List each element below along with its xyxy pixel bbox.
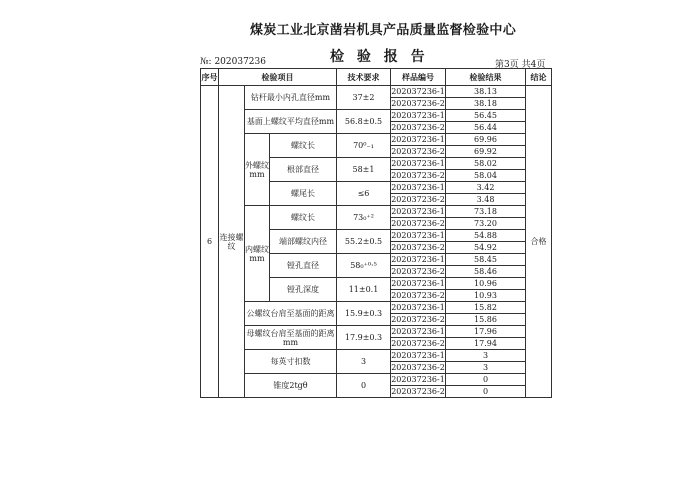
table-row [201,374,552,386]
sample-cell: 202037236-1 [391,159,445,168]
sample-cell: 202037236-1 [391,303,445,312]
req-cell: 15.9±0.3 [337,302,391,326]
result-cell: 38.13 [446,86,526,98]
req-cell: 56.8±0.5 [337,110,391,134]
col-result: 检验结果 [446,69,526,86]
result-cell: 3.42 [446,182,526,194]
group-outer: 外螺纹mm [245,134,270,206]
result-cell: 56.44 [446,122,526,134]
table-row [201,350,552,362]
sample-cell: 202037236-2 [391,171,445,180]
sample-cell: 202037236-1 [391,231,445,240]
req-cell: 55.2±0.5 [337,230,391,254]
sample-cell: 202037236-1 [391,279,445,288]
result-cell: 58.04 [446,170,526,182]
item-label: 每英寸扣数 [245,350,337,374]
sample-cell: 202037236-2 [391,363,445,372]
report-number-value: 202037236 [214,57,266,67]
result-cell: 73.20 [446,218,526,230]
result-cell: 17.96 [446,326,526,338]
result-cell: 58.02 [446,158,526,170]
result-cell: 3 [446,362,526,374]
result-cell: 15.86 [446,314,526,326]
result-cell: 56.45 [446,110,526,122]
sample-cell: 202037236-1 [391,183,445,192]
category-cell: 连接螺纹 [219,86,245,398]
col-seq: 序号 [201,69,219,86]
item-label: 螺纹长 [270,134,337,158]
sample-cell: 202037236-2 [391,267,445,276]
sample-cell: 202037236-1 [391,87,445,96]
result-cell: 69.92 [446,146,526,158]
item-label: 螺尾长 [270,182,337,206]
seq-cell: 6 [201,86,219,398]
result-cell: 0 [446,374,526,386]
report-title: 检 验 报 告 [330,49,429,65]
sample-cell: 202037236-2 [391,195,445,204]
req-cell: 11±0.1 [337,278,391,302]
req-cell: 58₀⁺⁰·⁵ [337,254,391,278]
result-cell: 54.88 [446,230,526,242]
item-label: 根部直径 [270,158,337,182]
sample-cell: 202037236-1 [391,351,445,360]
sample-cell: 202037236-2 [391,219,445,228]
result-cell: 73.18 [446,206,526,218]
item-label: 镗孔直径 [270,254,337,278]
col-item: 检验项目 [219,69,337,86]
page-indicator: 第3页 共4页 [495,60,546,70]
sample-cell: 202037236-1 [391,207,445,216]
item-label: 端部螺纹内径 [270,230,337,254]
report-number-label: №: [200,57,212,67]
sample-cell: 202037236-2 [391,123,445,132]
result-cell: 58.45 [446,254,526,266]
req-cell: 3 [337,350,391,374]
result-cell: 3.48 [446,194,526,206]
sample-cell: 202037236-1 [391,111,445,120]
sample-cell: 202037236-1 [391,375,445,384]
col-req: 技术要求 [337,69,391,86]
item-label: 基面上螺纹平均直径mm [245,110,337,134]
table-row [201,134,552,146]
sample-cell: 202037236-2 [391,339,445,348]
conclusion-cell: 合格 [526,86,552,398]
req-cell: 70⁰₋₁ [337,134,391,158]
sample-cell: 202037236-2 [391,291,445,300]
sample-cell: 202037236-2 [391,147,445,156]
table-header-row [201,69,552,86]
item-label: 锥度2tgθ [245,374,337,398]
sample-cell: 202037236-1 [391,255,445,264]
result-cell: 10.96 [446,278,526,290]
col-conclusion: 结论 [526,69,552,86]
item-label: 钻杆最小内孔直径mm [245,86,337,110]
sample-cell: 202037236-1 [391,135,445,144]
sample-cell: 202037236-1 [391,327,445,336]
sample-cell: 202037236-2 [391,99,445,108]
group-inner: 内螺纹mm [245,206,270,302]
result-cell: 15.82 [446,302,526,314]
req-cell: 73₀⁺² [337,206,391,230]
req-cell: 17.9±0.3 [337,326,391,350]
result-cell: 17.94 [446,338,526,350]
col-sample: 样品编号 [391,69,446,86]
org-name: 煤炭工业北京凿岩机具产品质量监督检验中心 [250,23,517,38]
result-cell: 10.93 [446,290,526,302]
sample-cell: 202037236-2 [391,387,445,396]
result-cell: 69.96 [446,134,526,146]
result-cell: 0 [446,386,526,398]
req-cell: 58±1 [337,158,391,182]
table-row [201,206,552,218]
item-label: 螺纹长 [270,206,337,230]
result-cell: 3 [446,350,526,362]
req-cell: 37±2 [337,86,391,110]
sample-cell: 202037236-2 [391,315,445,324]
item-label: 镗孔深度 [270,278,337,302]
report-number [200,57,266,67]
sample-cell: 202037236-2 [391,243,445,252]
result-cell: 58.46 [446,266,526,278]
req-cell: ≤6 [337,182,391,206]
item-label: 公螺纹台肩至基面的距离 [245,302,337,326]
result-cell: 38.18 [446,98,526,110]
req-cell: 0 [337,374,391,398]
result-cell: 54.92 [446,242,526,254]
item-label: 母螺纹台肩至基面的距离mm [245,326,337,350]
inspection-table [200,68,552,398]
